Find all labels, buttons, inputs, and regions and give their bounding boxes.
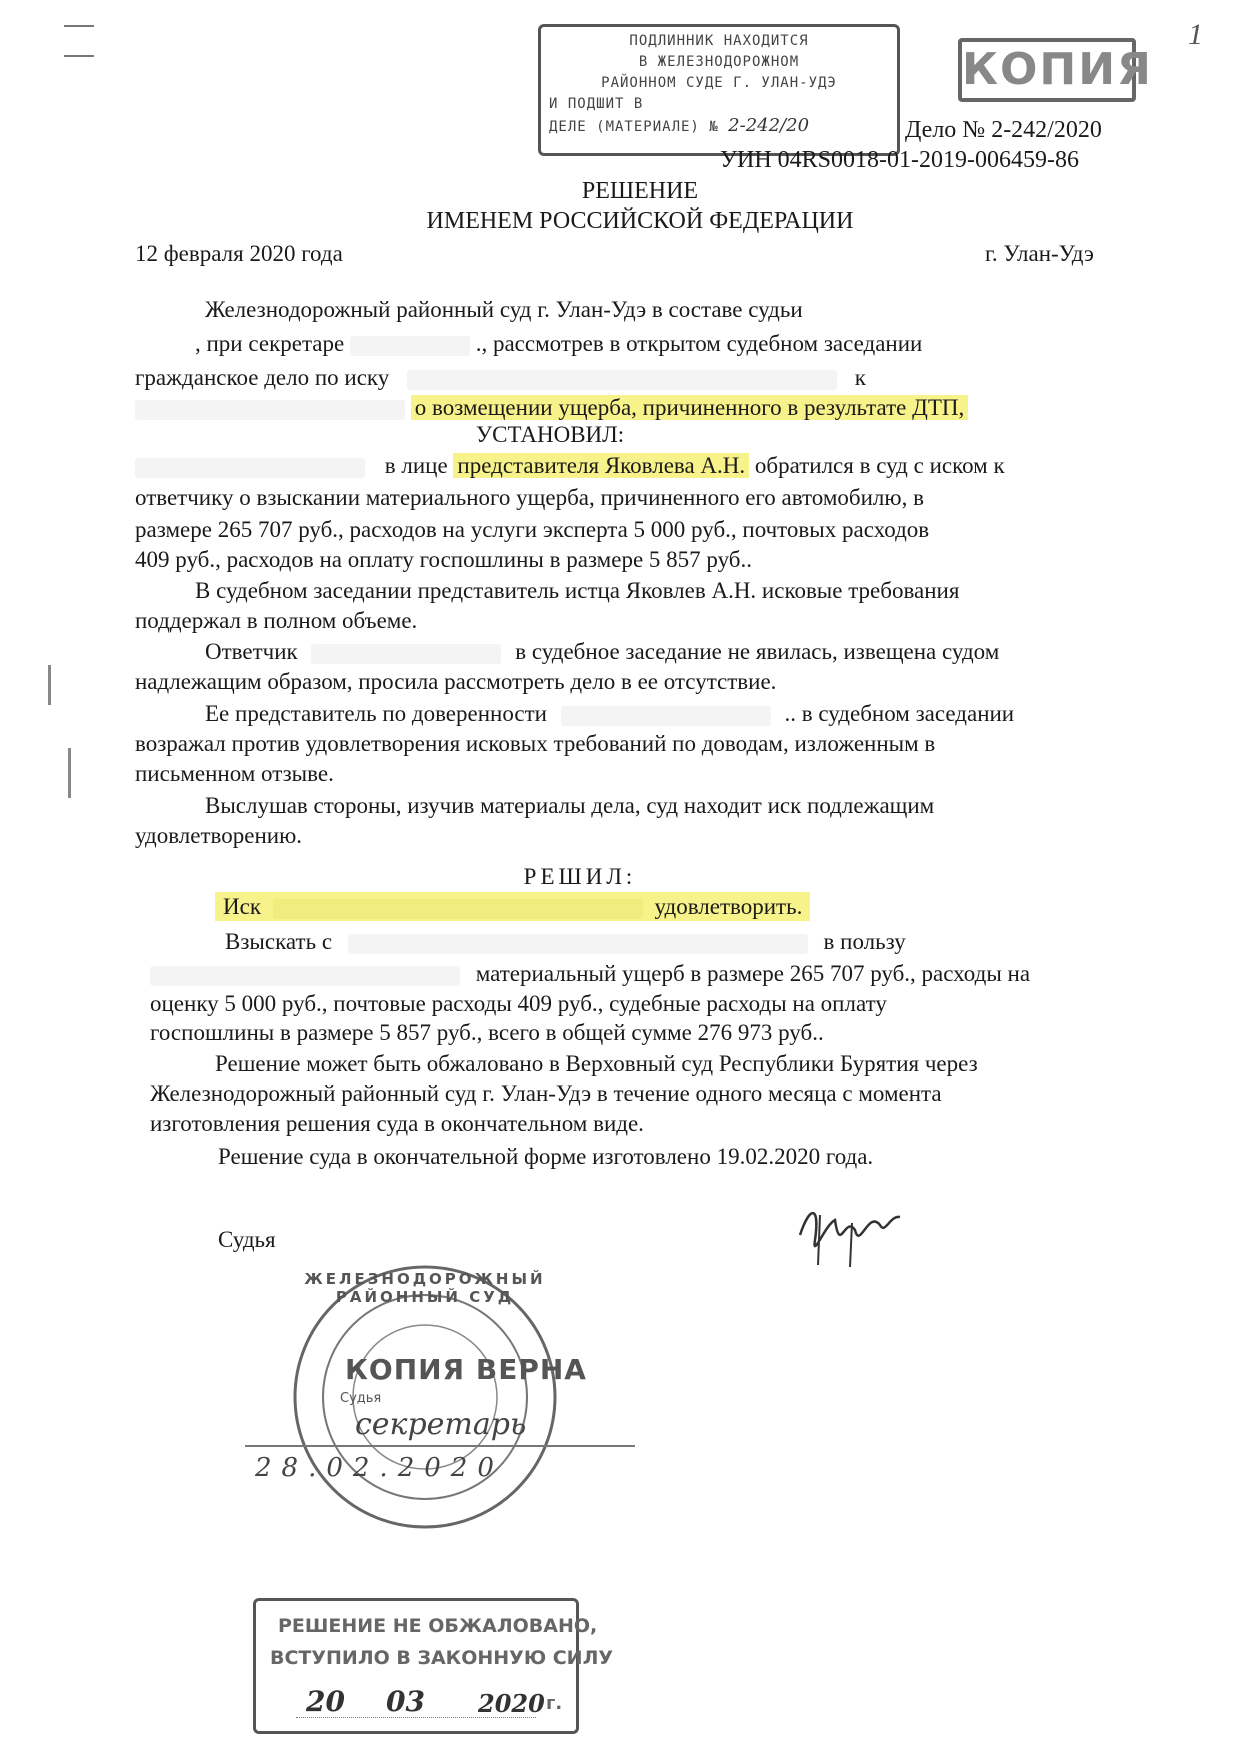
paragraph-line	[205, 700, 1014, 728]
decision-line	[215, 893, 810, 921]
redacted-name	[311, 644, 501, 664]
margin-mark	[48, 665, 51, 705]
page-number: 1	[1188, 18, 1203, 51]
certified-stamp-rule	[245, 1445, 635, 1447]
paragraph-text: в лице	[384, 453, 448, 478]
decision-text: Иск	[223, 894, 261, 919]
case-number: Дело № 2-242/2020	[905, 117, 1102, 143]
highlighted-claim-subject: о возмещении ущерба, причиненного в результате ДТП,	[411, 395, 968, 420]
uin: УИН 04RS0018-01-2019-006459-86	[720, 147, 1079, 173]
stamp-line-case	[549, 115, 889, 138]
document-title: РЕШЕНИЕ	[581, 178, 699, 204]
decision-final-form-date: Решение суда в окончательной форме изготовлено 19.02.2020 года.	[218, 1144, 874, 1169]
paragraph-text: Ее представитель по доверенности	[205, 701, 547, 726]
intro-line	[195, 330, 1125, 358]
effective-stamp-month: 03	[386, 1685, 425, 1718]
decision-date: 12 февраля 2020 года	[135, 241, 343, 266]
redacted-name	[135, 458, 365, 478]
copy-certified-stamp	[245, 1345, 635, 1505]
paragraph-text: .. в судебном заседании	[784, 701, 1015, 726]
stamp-line: РАЙОННОМ СУДЕ Г. УЛАН-УДЭ	[601, 75, 837, 91]
intro-line	[135, 394, 968, 422]
decision-line: оценку 5 000 руб., почтовые расходы 409 руб., судебные расходы на оплату	[150, 991, 887, 1016]
redacted-name	[150, 966, 460, 986]
margin-mark	[68, 748, 71, 798]
section-decided: РЕШИЛ:	[523, 864, 637, 889]
intro-text: к	[854, 365, 866, 390]
paragraph-line: надлежащим образом, просила рассмотреть дело в ее отсутствие.	[135, 669, 777, 694]
intro-text: гражданское дело по иску	[135, 365, 390, 390]
redacted-name	[135, 400, 405, 420]
effective-stamp-suffix: г.	[546, 1693, 563, 1714]
highlighted-representative: представителя Яковлева А.Н.	[453, 453, 749, 478]
paragraph-text: в судебное заседание не явилась, извещена судом	[515, 639, 1000, 664]
intro-text: , при секретаре	[195, 331, 345, 356]
section-established: УСТАНОВИЛ:	[475, 422, 625, 447]
decision-text: удовлетворить.	[654, 894, 803, 919]
paragraph-line: письменном отзыве.	[135, 761, 334, 786]
stamp-handwritten-case: 2-242/20	[728, 115, 810, 136]
decision-text: Взыскать с	[225, 929, 333, 954]
document-subtitle: ИМЕНЕМ РОССИЙСКОЙ ФЕДЕРАЦИИ	[426, 208, 854, 234]
paragraph-line: поддержал в полном объеме.	[135, 608, 418, 633]
effective-stamp-line: РЕШЕНИЕ НЕ ОБЖАЛОВАНО,	[278, 1615, 598, 1637]
effective-stamp-rule	[296, 1717, 536, 1718]
stamp-line: В ЖЕЛЕЗНОДОРОЖНОМ	[638, 54, 800, 70]
paragraph-line: Выслушав стороны, изучив материалы дела, суд находит иск подлежащим	[205, 793, 935, 818]
decision-text: материальный ущерб в размере 265 707 руб., расходы на	[475, 961, 1031, 986]
judge-label: Судья	[218, 1227, 276, 1252]
paragraph-line: ответчику о взыскании материального ущерба, причиненного его автомобилю, в	[135, 485, 924, 510]
margin-mark	[64, 25, 94, 57]
decision-city: г. Улан-Удэ	[985, 241, 1094, 266]
paragraph-line: удовлетворению.	[135, 823, 303, 848]
redacted-name	[407, 370, 837, 390]
decision-line: Решение может быть обжаловано в Верховный суд Республики Бурятия через	[215, 1051, 978, 1076]
stamp-line: И ПОДШИТ В	[549, 96, 644, 112]
effective-stamp-day: 20	[306, 1685, 345, 1718]
highlighted-claim-granted	[215, 892, 810, 921]
decision-line: Железнодорожный районный суд г. Улан-Удэ в течение одного месяца с момента	[150, 1081, 942, 1106]
stamp-line: ДЕЛЕ (МАТЕРИАЛЕ) №	[549, 119, 719, 135]
decision-line: изготовления решения суда в окончательном виде.	[150, 1111, 644, 1136]
copy-stamp: КОПИЯ	[958, 38, 1136, 102]
certified-stamp-judge: Судья	[340, 1391, 382, 1406]
paragraph-line: возражал против удовлетворения исковых требований по доводам, изложенным в	[135, 731, 936, 756]
paragraph-line	[205, 638, 999, 666]
stamp-line: ПОДЛИННИК НАХОДИТСЯ	[629, 33, 809, 49]
redacted-name	[273, 899, 643, 919]
decision-line	[150, 960, 1030, 988]
original-location-stamp	[538, 24, 900, 156]
decision-text: в пользу	[823, 929, 906, 954]
effective-stamp-line: ВСТУПИЛО В ЗАКОННУЮ СИЛУ	[270, 1647, 614, 1669]
intro-text: ., рассмотрев в открытом судебном заседании	[475, 331, 923, 356]
intro-line: Железнодорожный районный суд г. Улан-Удэ в составе судьи	[205, 297, 803, 322]
judge-signature	[790, 1195, 910, 1275]
redacted-name	[350, 336, 470, 356]
paragraph-text: обратился в суд с иском к	[754, 453, 1005, 478]
certified-stamp-date: 28.02.2020	[255, 1453, 504, 1483]
redacted-name	[561, 706, 771, 726]
effective-stamp-year: 2020	[478, 1689, 545, 1718]
certified-stamp-title: КОПИЯ ВЕРНА	[345, 1353, 587, 1386]
paragraph-text: Ответчик	[205, 639, 298, 664]
decision-line	[225, 928, 906, 956]
seal-ring-text: ЖЕЛЕЗНОДОРОЖНЫЙ РАЙОННЫЙ СУД	[304, 1270, 546, 1306]
paragraph-line: В судебном заседании представитель истца Яковлев А.Н. исковые требования	[195, 578, 960, 603]
paragraph-line	[135, 452, 1005, 480]
paragraph-line: 409 руб., расходов на оплату госпошлины в размере 5 857 руб..	[135, 547, 753, 572]
paragraph-line: размере 265 707 руб., расходов на услуги эксперта 5 000 руб., почтовых расходов	[135, 517, 930, 542]
intro-line	[135, 364, 866, 392]
certified-stamp-role: секретарь	[355, 1407, 527, 1442]
redacted-name	[348, 934, 808, 954]
decision-line: госпошлины в размере 5 857 руб., всего в общей сумме 276 973 руб..	[150, 1020, 824, 1045]
effective-decision-stamp	[253, 1598, 614, 1734]
